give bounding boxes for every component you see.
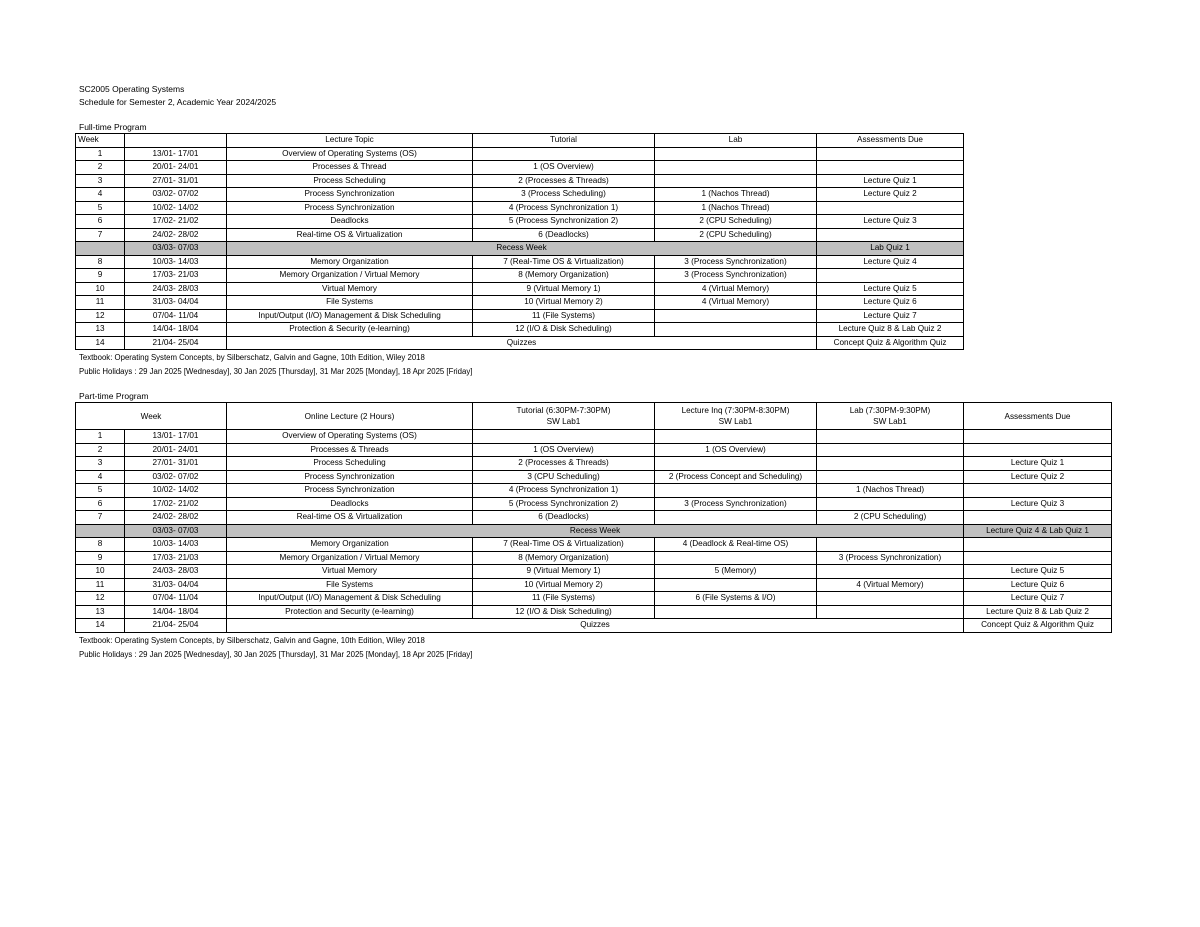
header-assessments: Assessments Due (964, 403, 1112, 430)
table-row (76, 323, 964, 337)
lecture-cell: Virtual Memory (227, 282, 473, 296)
course-title: SC2005 Operating Systems (79, 84, 185, 94)
lab-cell (817, 497, 964, 511)
tutorial-cell: 1 (OS Overview) (473, 161, 655, 175)
lecture-cell: Overview of Operating Systems (OS) (227, 430, 473, 444)
parttime-table (75, 402, 1112, 633)
lecture-inq-cell: 3 (Process Synchronization) (655, 497, 817, 511)
assessment-cell: Lecture Quiz 4 & Lab Quiz 1 (964, 524, 1112, 538)
assessment-cell (817, 161, 964, 175)
lecture-cell: Real-time OS & Virtualization (227, 228, 473, 242)
dates-cell: 10/03- 14/03 (125, 255, 227, 269)
table-row (76, 592, 1112, 606)
tutorial-cell: 4 (Process Synchronization 1) (473, 201, 655, 215)
week-cell: 11 (76, 578, 125, 592)
assessment-cell (817, 147, 964, 161)
tutorial-cell: 9 (Virtual Memory 1) (473, 565, 655, 579)
table-row (76, 551, 1112, 565)
header-assessments: Assessments Due (817, 134, 964, 148)
header-tutorial-room: SW Lab1 (546, 417, 581, 426)
lecture-cell: Memory Organization / Virtual Memory (227, 269, 473, 283)
header-lab: Lab (655, 134, 817, 148)
lab-cell (817, 430, 964, 444)
lecture-cell: Process Synchronization (227, 201, 473, 215)
textbook-note: Textbook: Operating System Concepts, by Silberschatz, Galvin and Gagne, 10th Edition, Wiley 2018 (79, 636, 425, 645)
dates-cell: 17/02- 21/02 (125, 215, 227, 229)
dates-cell: 17/03- 21/03 (125, 269, 227, 283)
table-row (76, 215, 964, 229)
header-tutorial (473, 403, 655, 430)
lecture-cell: File Systems (227, 578, 473, 592)
header-lecture-inq (655, 403, 817, 430)
header-lecture: Online Lecture (2 Hours) (227, 403, 473, 430)
week-cell: 7 (76, 228, 125, 242)
table-row (76, 565, 1112, 579)
week-cell: 12 (76, 592, 125, 606)
tutorial-cell: 1 (OS Overview) (473, 443, 655, 457)
dates-cell: 10/03- 14/03 (125, 538, 227, 552)
lecture-cell: Memory Organization / Virtual Memory (227, 551, 473, 565)
dates-cell: 21/04- 25/04 (125, 619, 227, 633)
table-row (76, 255, 964, 269)
dates-cell: 27/01- 31/01 (125, 174, 227, 188)
lecture-inq-cell (655, 511, 817, 525)
table-header-row (76, 403, 1112, 430)
lecture-cell: Process Scheduling (227, 457, 473, 471)
assessment-cell: Lecture Quiz 4 (817, 255, 964, 269)
dates-cell: 14/04- 18/04 (125, 605, 227, 619)
week-cell: 2 (76, 443, 125, 457)
week-cell: 6 (76, 497, 125, 511)
assessment-cell: Lecture Quiz 1 (964, 457, 1112, 471)
table-row (76, 309, 964, 323)
assessment-cell: Lecture Quiz 2 (964, 470, 1112, 484)
assessment-cell (817, 269, 964, 283)
fulltime-table (75, 133, 964, 350)
assessment-cell: Concept Quiz & Algorithm Quiz (964, 619, 1112, 633)
week-cell: 1 (76, 147, 125, 161)
tutorial-cell: 3 (CPU Scheduling) (473, 470, 655, 484)
week-cell: 8 (76, 538, 125, 552)
tutorial-cell: 8 (Memory Organization) (473, 269, 655, 283)
week-cell: 2 (76, 161, 125, 175)
lecture-inq-cell (655, 605, 817, 619)
lab-cell: 1 (Nachos Thread) (817, 484, 964, 498)
lab-cell (655, 309, 817, 323)
lab-cell: 1 (Nachos Thread) (655, 188, 817, 202)
dates-cell: 24/02- 28/02 (125, 511, 227, 525)
assessment-cell: Lecture Quiz 7 (964, 592, 1112, 606)
header-lecture-inq-time: Lecture Inq (7:30PM-8:30PM) (681, 406, 790, 415)
lecture-cell: Memory Organization (227, 255, 473, 269)
table-header-row (76, 134, 964, 148)
header-week: Week (76, 134, 125, 148)
lecture-inq-cell (655, 430, 817, 444)
week-cell: 3 (76, 174, 125, 188)
lab-cell (655, 323, 817, 337)
header-lab-room: SW Lab1 (873, 417, 907, 426)
assessment-cell: Lab Quiz 1 (817, 242, 964, 256)
dates-cell: 24/03- 28/03 (125, 282, 227, 296)
table-row (76, 605, 1112, 619)
dates-cell: 13/01- 17/01 (125, 430, 227, 444)
week-cell: 7 (76, 511, 125, 525)
tutorial-cell: 9 (Virtual Memory 1) (473, 282, 655, 296)
lecture-cell: Input/Output (I/O) Management & Disk Scheduling (227, 309, 473, 323)
dates-cell: 21/04- 25/04 (125, 336, 227, 350)
lab-cell: 3 (Process Synchronization) (817, 551, 964, 565)
table-row (76, 430, 1112, 444)
week-cell (76, 524, 125, 538)
lecture-cell: Overview of Operating Systems (OS) (227, 147, 473, 161)
table-row (76, 538, 1112, 552)
table-row (76, 470, 1112, 484)
fulltime-title: Full-time Program (79, 122, 147, 132)
dates-cell: 20/01- 24/01 (125, 161, 227, 175)
lecture-cell: Processes & Threads (227, 443, 473, 457)
assessment-cell: Lecture Quiz 5 (964, 565, 1112, 579)
table-row (76, 161, 964, 175)
table-row (76, 619, 1112, 633)
table-row (76, 174, 964, 188)
week-cell: 4 (76, 470, 125, 484)
week-cell: 1 (76, 430, 125, 444)
tutorial-cell: 11 (File Systems) (473, 309, 655, 323)
lab-cell: 2 (CPU Scheduling) (655, 228, 817, 242)
tutorial-cell: 12 (I/O & Disk Scheduling) (473, 323, 655, 337)
assessment-cell: Lecture Quiz 8 & Lab Quiz 2 (964, 605, 1112, 619)
tutorial-cell: 11 (File Systems) (473, 592, 655, 606)
lecture-cell: Process Synchronization (227, 188, 473, 202)
table-row (76, 511, 1112, 525)
schedule-title: Schedule for Semester 2, Academic Year 2024/2025 (79, 97, 277, 107)
tutorial-cell: 2 (Processes & Threads) (473, 174, 655, 188)
tutorial-cell: 7 (Real-Time OS & Virtualization) (473, 538, 655, 552)
week-cell: 5 (76, 484, 125, 498)
header-lecture-inq-room: SW Lab1 (718, 417, 753, 426)
week-cell: 4 (76, 188, 125, 202)
lecture-cell: File Systems (227, 296, 473, 310)
lecture-cell: Processes & Thread (227, 161, 473, 175)
table-row (76, 201, 964, 215)
week-cell: 10 (76, 565, 125, 579)
dates-cell: 03/03- 07/03 (125, 242, 227, 256)
recess-row (76, 524, 1112, 538)
lab-cell: 3 (Process Synchronization) (655, 269, 817, 283)
lecture-cell: Process Scheduling (227, 174, 473, 188)
table-row (76, 443, 1112, 457)
lecture-cell: Deadlocks (227, 215, 473, 229)
quizzes-label: Quizzes (227, 619, 964, 633)
week-cell: 3 (76, 457, 125, 471)
dates-cell: 03/03- 07/03 (125, 524, 227, 538)
lecture-inq-cell (655, 578, 817, 592)
dates-cell: 03/02- 07/02 (125, 188, 227, 202)
tutorial-cell: 10 (Virtual Memory 2) (473, 296, 655, 310)
tutorial-cell: 6 (Deadlocks) (473, 228, 655, 242)
lab-cell: 4 (Virtual Memory) (817, 578, 964, 592)
assessment-cell: Lecture Quiz 2 (817, 188, 964, 202)
table-row (76, 228, 964, 242)
week-cell: 13 (76, 605, 125, 619)
assessment-cell (964, 443, 1112, 457)
assessment-cell: Lecture Quiz 3 (964, 497, 1112, 511)
table-row (76, 336, 964, 350)
assessment-cell: Lecture Quiz 6 (817, 296, 964, 310)
header-week: Week (76, 403, 227, 430)
table-row (76, 147, 964, 161)
tutorial-cell (473, 147, 655, 161)
recess-row (76, 242, 964, 256)
week-cell: 9 (76, 269, 125, 283)
lecture-cell: Deadlocks (227, 497, 473, 511)
lecture-inq-cell: 5 (Memory) (655, 565, 817, 579)
lab-cell (817, 457, 964, 471)
lecture-inq-cell (655, 457, 817, 471)
week-cell: 5 (76, 201, 125, 215)
lab-cell: 3 (Process Synchronization) (655, 255, 817, 269)
textbook-note: Textbook: Operating System Concepts, by Silberschatz, Galvin and Gagne, 10th Edition, Wiley 2018 (79, 353, 425, 362)
lecture-inq-cell (655, 484, 817, 498)
week-cell: 14 (76, 619, 125, 633)
lecture-cell: Process Synchronization (227, 484, 473, 498)
assessment-cell (964, 551, 1112, 565)
lecture-cell: Virtual Memory (227, 565, 473, 579)
header-tutorial-time: Tutorial (6:30PM-7:30PM) (516, 406, 611, 415)
assessment-cell: Lecture Quiz 5 (817, 282, 964, 296)
table-row (76, 578, 1112, 592)
week-cell: 14 (76, 336, 125, 350)
lecture-inq-cell: 2 (Process Concept and Scheduling) (655, 470, 817, 484)
assessment-cell (817, 228, 964, 242)
quizzes-label: Quizzes (227, 336, 817, 350)
table-row (76, 296, 964, 310)
dates-cell: 03/02- 07/02 (125, 470, 227, 484)
week-cell: 11 (76, 296, 125, 310)
table-row (76, 497, 1112, 511)
lab-cell (817, 605, 964, 619)
tutorial-cell: 6 (Deadlocks) (473, 511, 655, 525)
lecture-cell: Memory Organization (227, 538, 473, 552)
tutorial-cell: 3 (Process Scheduling) (473, 188, 655, 202)
week-cell: 10 (76, 282, 125, 296)
lab-cell (655, 174, 817, 188)
assessment-cell: Lecture Quiz 6 (964, 578, 1112, 592)
assessment-cell: Lecture Quiz 8 & Lab Quiz 2 (817, 323, 964, 337)
lab-cell: 4 (Virtual Memory) (655, 296, 817, 310)
dates-cell: 31/03- 04/04 (125, 296, 227, 310)
holidays-note: Public Holidays : 29 Jan 2025 [Wednesday], 30 Jan 2025 [Thursday], 31 Mar 2025 [Monday], 18 Apr 2025 [Friday] (79, 650, 473, 659)
lecture-cell: Input/Output (I/O) Management & Disk Scheduling (227, 592, 473, 606)
dates-cell: 27/01- 31/01 (125, 457, 227, 471)
assessment-cell: Lecture Quiz 7 (817, 309, 964, 323)
lecture-cell: Process Synchronization (227, 470, 473, 484)
tutorial-cell (473, 430, 655, 444)
header-dates (125, 134, 227, 148)
dates-cell: 31/03- 04/04 (125, 578, 227, 592)
assessment-cell: Lecture Quiz 3 (817, 215, 964, 229)
table-row (76, 188, 964, 202)
week-cell (76, 242, 125, 256)
assessment-cell (964, 484, 1112, 498)
lecture-inq-cell: 1 (OS Overview) (655, 443, 817, 457)
tutorial-cell: 7 (Real-Time OS & Virtualization) (473, 255, 655, 269)
week-cell: 13 (76, 323, 125, 337)
lab-cell: 2 (CPU Scheduling) (655, 215, 817, 229)
week-cell: 8 (76, 255, 125, 269)
lab-cell (817, 443, 964, 457)
table-row (76, 484, 1112, 498)
lab-cell: 4 (Virtual Memory) (655, 282, 817, 296)
lab-cell (817, 592, 964, 606)
assessment-cell (964, 511, 1112, 525)
dates-cell: 20/01- 24/01 (125, 443, 227, 457)
table-row (76, 282, 964, 296)
tutorial-cell: 5 (Process Synchronization 2) (473, 497, 655, 511)
assessment-cell: Concept Quiz & Algorithm Quiz (817, 336, 964, 350)
dates-cell: 17/03- 21/03 (125, 551, 227, 565)
tutorial-cell: 8 (Memory Organization) (473, 551, 655, 565)
dates-cell: 07/04- 11/04 (125, 309, 227, 323)
header-lab (817, 403, 964, 430)
recess-label: Recess Week (227, 242, 817, 256)
assessment-cell: Lecture Quiz 1 (817, 174, 964, 188)
tutorial-cell: 2 (Processes & Threads) (473, 457, 655, 471)
dates-cell: 07/04- 11/04 (125, 592, 227, 606)
tutorial-cell: 4 (Process Synchronization 1) (473, 484, 655, 498)
header-lecture: Lecture Topic (227, 134, 473, 148)
header-lab-time: Lab (7:30PM-9:30PM) (849, 406, 931, 415)
tutorial-cell: 5 (Process Synchronization 2) (473, 215, 655, 229)
assessment-cell (964, 538, 1112, 552)
dates-cell: 13/01- 17/01 (125, 147, 227, 161)
week-cell: 6 (76, 215, 125, 229)
assessment-cell (964, 430, 1112, 444)
table-row (76, 269, 964, 283)
lecture-cell: Real-time OS & Virtualization (227, 511, 473, 525)
dates-cell: 24/03- 28/03 (125, 565, 227, 579)
lecture-cell: Protection and Security (e-learning) (227, 605, 473, 619)
parttime-title: Part-time Program (79, 391, 149, 401)
dates-cell: 24/02- 28/02 (125, 228, 227, 242)
holidays-note: Public Holidays : 29 Jan 2025 [Wednesday], 30 Jan 2025 [Thursday], 31 Mar 2025 [Monday], 18 Apr 2025 [Friday] (79, 367, 473, 376)
lab-cell (817, 565, 964, 579)
dates-cell: 14/04- 18/04 (125, 323, 227, 337)
lab-cell (817, 538, 964, 552)
lab-cell (817, 470, 964, 484)
dates-cell: 10/02- 14/02 (125, 484, 227, 498)
table-row (76, 457, 1112, 471)
lecture-inq-cell (655, 551, 817, 565)
tutorial-cell: 10 (Virtual Memory 2) (473, 578, 655, 592)
lab-cell (655, 161, 817, 175)
lecture-inq-cell: 6 (File Systems & I/O) (655, 592, 817, 606)
week-cell: 12 (76, 309, 125, 323)
lab-cell: 1 (Nachos Thread) (655, 201, 817, 215)
assessment-cell (817, 201, 964, 215)
dates-cell: 10/02- 14/02 (125, 201, 227, 215)
dates-cell: 17/02- 21/02 (125, 497, 227, 511)
lab-cell (655, 147, 817, 161)
tutorial-cell: 12 (I/O & Disk Scheduling) (473, 605, 655, 619)
week-cell: 9 (76, 551, 125, 565)
lecture-cell: Protection & Security (e-learning) (227, 323, 473, 337)
lecture-inq-cell: 4 (Deadlock & Real-time OS) (655, 538, 817, 552)
lab-cell: 2 (CPU Scheduling) (817, 511, 964, 525)
header-tutorial: Tutorial (473, 134, 655, 148)
recess-label: Recess Week (227, 524, 964, 538)
